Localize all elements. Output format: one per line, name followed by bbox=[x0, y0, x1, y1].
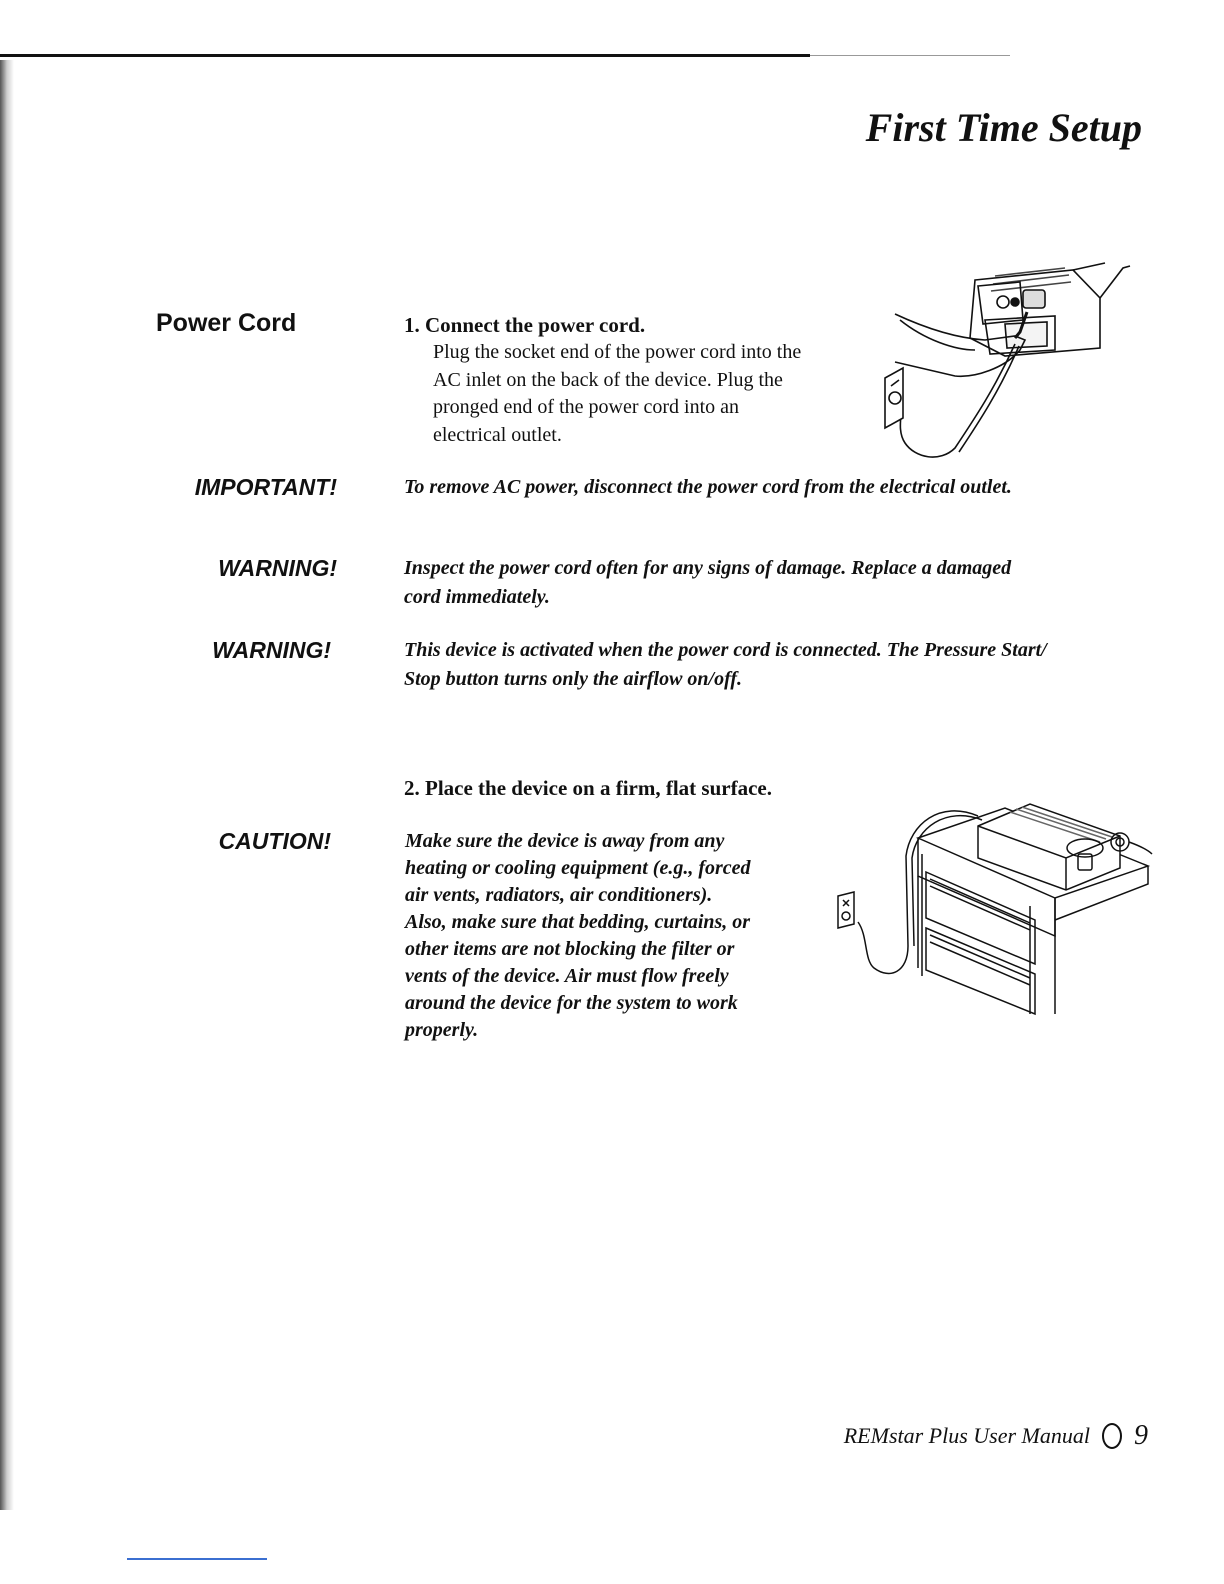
caution-line: heating or cooling equipment (e.g., forced bbox=[405, 857, 751, 879]
step-1-line: AC inlet on the back of the device. Plug the bbox=[433, 368, 783, 391]
warning-2-line: This device is activated when the power cord is connected. The Pressure Start/ bbox=[404, 639, 1047, 661]
bottom-accent-line bbox=[127, 1558, 267, 1560]
caution-line: Also, make sure that bedding, curtains, or bbox=[405, 911, 751, 933]
step-1-line: pronged end of the power cord into an bbox=[433, 396, 740, 418]
device-on-table-illustration bbox=[830, 796, 1155, 1026]
warning-label-2: WARNING! bbox=[212, 637, 331, 663]
important-text: To remove AC power, disconnect the power cord from the electrical outlet. bbox=[404, 476, 1012, 498]
page-title: First Time Setup bbox=[865, 105, 1142, 150]
warning-1-line: cord immediately. bbox=[404, 586, 550, 608]
warning-1-line: Inspect the power cord often for any signs of damage. Replace a damaged bbox=[404, 557, 1012, 579]
circle-bullet-icon bbox=[1102, 1423, 1122, 1449]
power-cord-connection-illustration bbox=[855, 258, 1145, 468]
manual-title: REMstar Plus User Manual bbox=[843, 1423, 1090, 1448]
page-number: 9 bbox=[1134, 1420, 1148, 1451]
caution-label: CAUTION! bbox=[218, 828, 331, 854]
caution-text bbox=[405, 828, 751, 1044]
important-label: IMPORTANT! bbox=[194, 474, 337, 500]
page-binding-edge bbox=[0, 60, 14, 1510]
step-1-line: electrical outlet. bbox=[433, 423, 562, 446]
caution-line: air vents, radiators, air conditioners). bbox=[405, 884, 713, 906]
header-rule-fade bbox=[810, 55, 1010, 56]
warning-label-1: WARNING! bbox=[218, 555, 337, 581]
step-1-title: 1. Connect the power cord. bbox=[404, 313, 646, 337]
warning-text-2 bbox=[404, 636, 1047, 694]
warning-2-line: Stop button turns only the airflow on/off. bbox=[404, 668, 743, 690]
step-2-title: 2. Place the device on a firm, flat surface. bbox=[404, 776, 772, 800]
step-1-body bbox=[433, 339, 801, 449]
page-footer bbox=[844, 1420, 1148, 1452]
caution-line: around the device for the system to work bbox=[405, 992, 738, 1014]
caution-line: Make sure the device is away from any bbox=[405, 830, 725, 852]
header-rule bbox=[0, 54, 810, 57]
caution-line: other items are not blocking the filter or bbox=[405, 938, 735, 960]
section-heading-power-cord: Power Cord bbox=[156, 309, 297, 337]
caution-line: vents of the device. Air must flow freely bbox=[405, 965, 729, 987]
step-1-line: Plug the socket end of the power cord into the bbox=[433, 341, 802, 363]
warning-text-1 bbox=[404, 554, 1011, 612]
caution-line: properly. bbox=[405, 1019, 479, 1041]
